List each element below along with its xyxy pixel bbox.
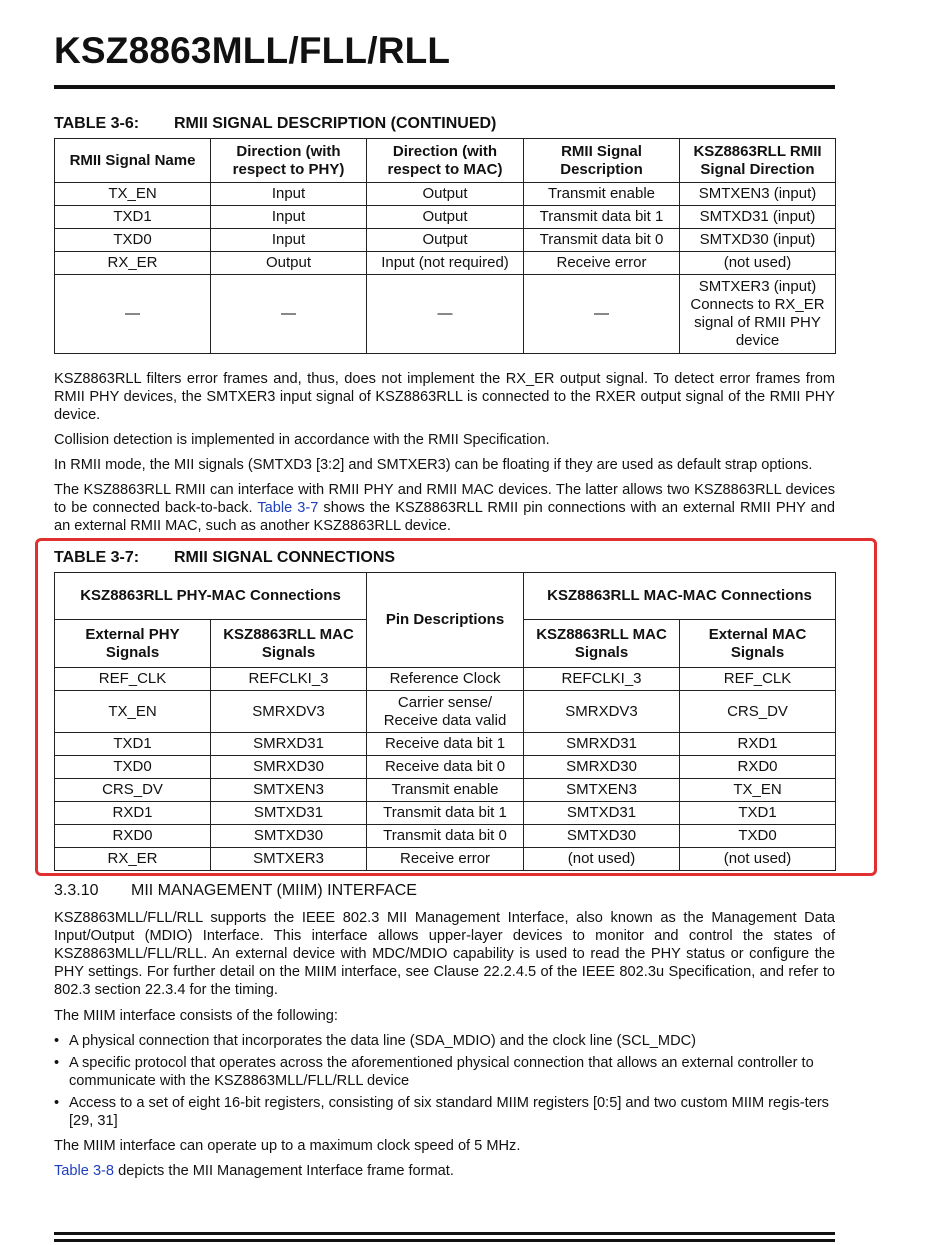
table-cell: Receive error [524,252,680,275]
list-item-text: A physical connection that incorporates the data line (SDA_MDIO) and the clock line (SCL_MDC) [69,1033,697,1049]
group-header-mac-mac: KSZ8863RLL MAC-MAC Connections [524,573,836,620]
column-header: External PHY Signals [55,620,211,668]
table-cell: Output [367,229,524,252]
table-cell: SMRXD30 [211,756,367,779]
table-cell: SMRXD31 [524,733,680,756]
table-cell: TXD0 [55,756,211,779]
table-cell: SMTXD30 [524,825,680,848]
table-3-7-title: RMII SIGNAL CONNECTIONS [174,549,396,566]
paragraph: In RMII mode, the MII signals (SMTXD3 [3:2] and SMTXER3) can be floating if they are used as default strap options. [54,457,813,473]
table-3-6-number: TABLE 3-6: [54,115,140,132]
table-cell: Receive error [367,848,524,871]
table-cell: CRS_DV [55,779,211,802]
table-cell: RX_ER [55,252,211,275]
table-row [55,252,836,275]
column-header: Direction (with respect to PHY) [211,139,367,183]
column-header: Direction (with respect to MAC) [367,139,524,183]
table-cell: SMTXD30 (input) [680,229,836,252]
table-3-6-caption [54,115,496,133]
paragraph: The MIIM interface consists of the following: [54,1008,338,1024]
paragraph: The MIIM interface can operate up to a maximum clock speed of 5 MHz. [54,1138,521,1154]
table-cell: Transmit data bit 1 [524,206,680,229]
table-cell: SMTXD31 [524,802,680,825]
table-cell: Input [211,183,367,206]
footer-rule [54,1239,835,1242]
list-item [54,1054,835,1090]
pin-descriptions-header: Pin Descriptions [367,573,524,668]
column-header: KSZ8863RLL MAC Signals [524,620,680,668]
column-header: External MAC Signals [680,620,836,668]
table-cell: CRS_DV [680,691,836,733]
table-cell: SMTXER3 (input) Connects to RX_ER signal of RMII PHY device [680,275,836,354]
table-row [55,206,836,229]
table-row [55,229,836,252]
table-cell: — [55,275,211,354]
table-3-7-link[interactable]: Table 3-7 [257,500,319,516]
table-cell: (not used) [524,848,680,871]
table-cell: SMRXDV3 [211,691,367,733]
page-title: KSZ8863MLL/FLL/RLL [54,30,451,71]
paragraph [54,481,835,535]
table-cell: SMTXD30 [211,825,367,848]
table-cell: RXD1 [55,802,211,825]
table-cell: Transmit data bit 1 [367,802,524,825]
column-header: KSZ8863RLL MAC Signals [211,620,367,668]
table-cell: — [524,275,680,354]
bullet-list [54,1032,835,1134]
table-cell: SMRXD31 [211,733,367,756]
table-cell: (not used) [680,252,836,275]
table-cell: REFCLKI_3 [524,668,680,691]
group-header-phy-mac: KSZ8863RLL PHY-MAC Connections [55,573,367,620]
table-cell: SMRXD30 [524,756,680,779]
table-cell: Input (not required) [367,252,524,275]
table-cell: Output [211,252,367,275]
table-cell: RXD0 [680,756,836,779]
table-cell: SMRXDV3 [524,691,680,733]
table-cell: Input [211,229,367,252]
paragraph-text: shows the KSZ8863RLL RMII pin connections with an external RMII PHY and an external RMII MAC, such as another KSZ8863RLL device. [54,500,835,534]
list-item [54,1032,835,1050]
table-3-8-link[interactable]: Table 3-8 [54,1163,115,1179]
table-cell: SMTXD31 [211,802,367,825]
table-cell: Reference Clock [367,668,524,691]
table-cell: Receive data bit 0 [367,756,524,779]
column-header: KSZ8863RLL RMII Signal Direction [680,139,836,183]
table-cell: Output [367,183,524,206]
paragraph: KSZ8863MLL/FLL/RLL supports the IEEE 802.3 MII Management Interface, also known as the Management Data Input/Output (MDIO) Interface. This interface allows upper-layer devices to monitor and control the states of KSZ8863MLL/FLL/RLL. An external device with MDC/MDIO capability is used to read the PHY status or configure the PHY settings. For further detail on the MIIM interface, see Clause 22.2.4.5 of the IEEE 802.3u Specification, and refer to 802.3 section 22.3.4 for the timing. [54,910,835,998]
table-cell: (not used) [680,848,836,871]
table-cell: TX_EN [55,691,211,733]
section-number: 3.3.10 [54,882,99,899]
footer-rule [54,1232,835,1235]
table-cell: TXD1 [55,733,211,756]
table-cell: TXD0 [55,229,211,252]
table-row [55,275,836,354]
paragraph: Collision detection is implemented in accordance with the RMII Specification. [54,432,550,448]
table-cell: TX_EN [55,183,211,206]
table-cell: Transmit enable [524,183,680,206]
table-cell: Transmit data bit 0 [524,229,680,252]
list-item-text: A specific protocol that operates across the aforementioned physical connection that allows an external controller to communicate with the KSZ8863MLL/FLL/RLL device [69,1055,814,1089]
section-title: MII MANAGEMENT (MIIM) INTERFACE [131,882,417,899]
table-cell: Carrier sense/ Receive data valid [367,691,524,733]
column-header: RMII Signal Name [55,139,211,183]
table-row [55,183,836,206]
bullet-icon: • [54,1033,60,1049]
list-item [54,1094,835,1130]
table-cell: Input [211,206,367,229]
table-cell: Receive data bit 1 [367,733,524,756]
table-cell: TXD1 [55,206,211,229]
table-cell: — [367,275,524,354]
table-cell: SMTXER3 [211,848,367,871]
table-cell: RXD0 [55,825,211,848]
table-cell: SMTXD31 (input) [680,206,836,229]
table-cell: SMTXEN3 [211,779,367,802]
table-3-7-number: TABLE 3-7: [54,549,140,566]
table-cell: TXD1 [680,802,836,825]
table-3-6-title: RMII SIGNAL DESCRIPTION (CONTINUED) [174,115,497,132]
table-cell: RX_ER [55,848,211,871]
paragraph [54,1162,835,1180]
table-cell: TXD0 [680,825,836,848]
table-cell: SMTXEN3 (input) [680,183,836,206]
table-cell: Output [367,206,524,229]
table-header-row [55,139,836,183]
bullet-icon: • [54,1055,60,1071]
table-cell: Transmit data bit 0 [367,825,524,848]
table-cell: RXD1 [680,733,836,756]
table-cell: REF_CLK [55,668,211,691]
column-header: RMII Signal Description [524,139,680,183]
table-cell: TX_EN [680,779,836,802]
paragraph: KSZ8863RLL filters error frames and, thus, does not implement the RX_ER output signal. To detect error frames from RMII PHY devices, the SMTXER3 input signal of KSZ8863RLL is connected to the RXER output signal of the RMII PHY device. [54,371,835,423]
highlight-box [35,538,877,876]
table-3-6 [54,138,836,354]
table-cell: REFCLKI_3 [211,668,367,691]
section-heading [54,882,417,900]
title-rule [54,85,835,89]
table-cell: Transmit enable [367,779,524,802]
table-cell: REF_CLK [680,668,836,691]
paragraph-text: depicts the MII Management Interface frame format. [114,1163,454,1179]
table-cell: — [211,275,367,354]
list-item-text: Access to a set of eight 16-bit registers, consisting of six standard MIIM registers [0:5] and two custom MIIM regis-ters [29, 31] [69,1095,829,1129]
bullet-icon: • [54,1095,60,1111]
table-cell: SMTXEN3 [524,779,680,802]
paragraph-text: The KSZ8863RLL RMII can interface with RMII PHY and RMII MAC devices. The latter allows two KSZ8863RLL devices to be connected back-to-back. [54,482,835,516]
